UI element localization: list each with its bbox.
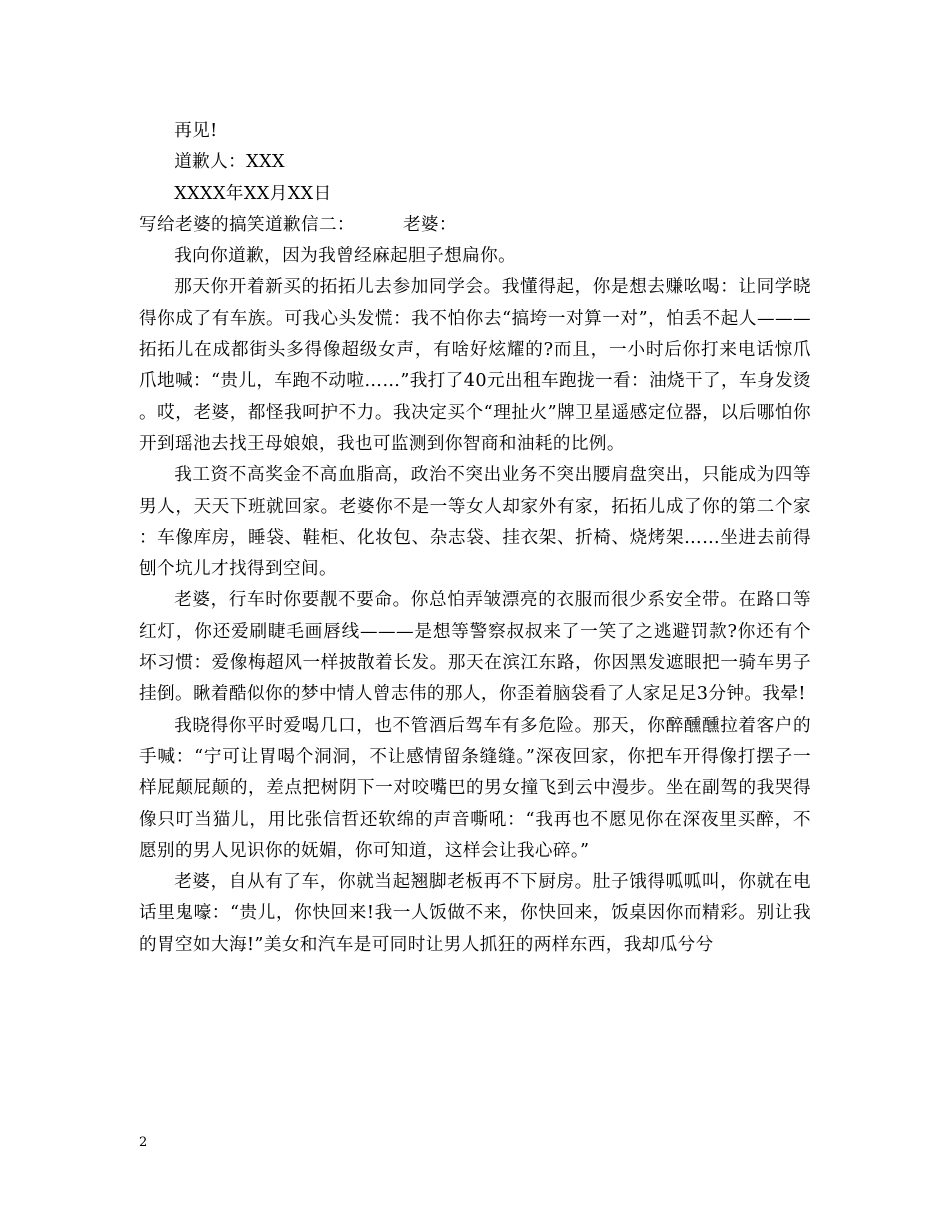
paragraph-apology-intro: 我向你道歉，因为我曾经麻起胆子想扁你。: [174, 246, 517, 267]
paragraph-drunk-driving: 我晓得你平时爱喝几口，也不管酒后驾车有多危险。那天，你醉醺醺拉着客户的手喊：“宁可让胃喝个洞洞，不让感情留条缝缝。”深夜回家，你把车开得像打摆子一样屁颠屁颠的，差点把树阴下一对咬嘴巴的男女撞飞到云中漫步。坐在副驾的我哭得像只叮当猫儿，用比张信哲还软绵的声音嘶吼：“我再也不愿见你在深夜里买醉，不愿别的男人见识你的妩媚，你可知道，这样会让我心碎。”: [139, 715, 811, 861]
paragraph-class-reunion: 那天你开着新买的拓拓儿去参加同学会。我懂得起，你是想去赚吆喝：让同学晓得你成了有车族。可我心头发慌：我不怕你去“搞垮一对算一对”，怕丢不起人———拓拓儿在成都街头多得像超级女声，有啥好炫耀的?而且，一小时后你打来电话惊爪爪地喊：“贵儿，车跑不动啦……”我打了40元出租车跑拢一看：油烧干了，车身发烫。哎，老婆，都怪我呵护不力。我决定买个“理扯火”牌卫星遥感定位器，以后哪怕你开到瑶池去找王母娘娘，我也可监测到你智商和油耗的比例。: [139, 277, 811, 454]
page-number: 2: [139, 1135, 148, 1150]
closing-farewell: 再见!: [174, 121, 218, 141]
closing-date: XXXX年XX月XX日: [174, 183, 332, 204]
paragraph-kitchen: 老婆，自从有了车，你就当起翘脚老板再不下厨房。肚子饿得呱呱叫，你就在电话里鬼嚎：“贵儿，你快回来!我一人饭做不来，你快回来，饭桌因你而精彩。别让我的胃空如大海!”美女和汽车是可同时让男人抓狂的两样东西，我却瓜兮兮: [139, 872, 811, 955]
letter-body: [139, 116, 811, 961]
closing-signature: 道歉人：XXX: [174, 152, 285, 173]
paragraph-second-home: 我工资不高奖金不高血脂高，政治不突出业务不突出腰肩盘突出，只能成为四等男人，天天下班就回家。老婆你不是一等女人却家外有家，拓拓儿成了你的第二个家：车像库房，睡袋、鞋柜、化妆包、杂志袋、挂衣架、折椅、烧烤架……坐进去前得刨个坑儿才找得到空间。: [139, 465, 811, 580]
section-title: 写给老婆的搞笑道歉信二：: [139, 214, 355, 235]
section-heading: [139, 210, 811, 241]
letter-salutation: 老婆：: [402, 214, 457, 235]
paragraph-driving-habits: 老婆，行车时你要靓不要命。你总怕弄皱漂亮的衣服而很少系安全带。在路口等红灯，你还爱刷睫毛画唇线———是想等警察叔叔来了一笑了之逃避罚款?你还有个坏习惯：爱像梅超风一样披散着长发。那天在滨江东路，你因黑发遮眼把一骑车男子挂倒。瞅着酷似你的梦中情人曾志伟的那人，你歪着脑袋看了人家足足3分钟。我晕!: [139, 590, 811, 705]
